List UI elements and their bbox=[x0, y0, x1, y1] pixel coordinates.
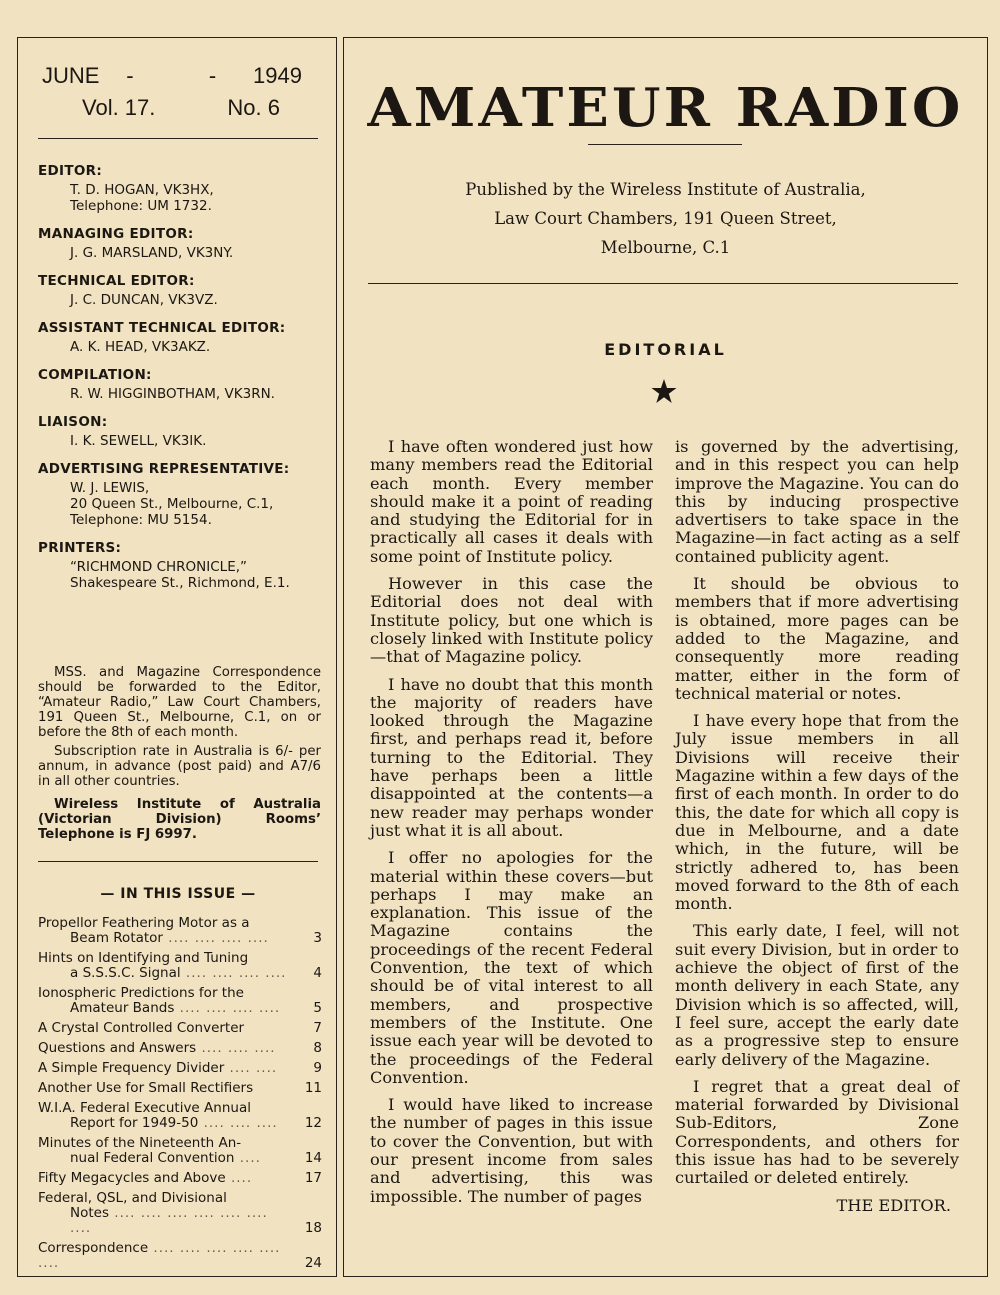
editorial-paragraph: I have no doubt that this month the majority of readers have looked through the Magazine first, and perhaps read it, before turning to the Editorial. They have perhaps been a little disappointed at the contents—a new reader may perhaps wonder just what it is all about. bbox=[370, 674, 653, 840]
contents-item-title bbox=[38, 1061, 300, 1076]
publisher-line: Melbourne, C.1 bbox=[600, 238, 731, 257]
staff-line: J. G. MARSLAND, VK3NY. bbox=[70, 245, 234, 261]
contents-item-text: Federal, QSL, and Divisional bbox=[38, 1190, 227, 1206]
contents-item-text: Another Use for Small Rectifiers bbox=[38, 1080, 254, 1096]
contents-item-line bbox=[38, 1171, 292, 1186]
contents-page-number: 14 bbox=[304, 1150, 322, 1166]
contents-page-number: 5 bbox=[313, 1000, 322, 1016]
contents-item-title bbox=[38, 986, 300, 1016]
contents-page-number: 9 bbox=[313, 1060, 322, 1076]
contents-item-line bbox=[38, 951, 292, 966]
contents-item-text: nual Federal Convention bbox=[70, 1150, 235, 1166]
issue-date-separator: - - bbox=[126, 63, 217, 88]
contents-item-title bbox=[38, 1101, 300, 1131]
contents-item-line bbox=[38, 1206, 292, 1236]
editorial-paragraph: is governed by the advertising, and in this respect you can help improve the Magazine. You can do this by inducing prospective advertisers to take space in the Magazine—in fact acting as a self contained publicity agent. bbox=[675, 437, 959, 566]
staff-role: TECHNICAL EDITOR: bbox=[38, 273, 195, 289]
staff-person bbox=[38, 339, 328, 355]
editorial-paragraph: I regret that a great deal of material forwarded by Divisional Sub-Editors, Zone Correspondents, and others for this issue has had to be severely curtailed or deleted entirely. bbox=[675, 1076, 959, 1188]
editorial-column-1 bbox=[370, 438, 653, 1206]
staff-line: R. W. HIGGINBOTHAM, VK3RN. bbox=[70, 386, 275, 402]
contents-item-title bbox=[38, 1136, 300, 1166]
issue-year: 1949 bbox=[253, 63, 302, 88]
contents-item-text: Propellor Feathering Motor as a bbox=[38, 915, 250, 931]
publisher-line: Published by the Wireless Institute of Australia, bbox=[465, 180, 866, 199]
mss-notice: MSS. and Magazine Correspondence should be forwarded to the Editor, “Amateur Radio,” Law Court Chambers, 191 Queen St., Melbourne, C.1, on or before the 8th of each month. bbox=[38, 665, 321, 740]
leader-dots: .... .... .... bbox=[196, 1040, 276, 1056]
staff-line: J. C. DUNCAN, VK3VZ. bbox=[70, 292, 218, 308]
contents-item bbox=[38, 916, 322, 946]
staff-person bbox=[38, 559, 328, 591]
leader-dots: .... .... bbox=[224, 1060, 278, 1076]
staff-line: Telephone: MU 5154. bbox=[70, 512, 212, 528]
contents-item-line bbox=[38, 1061, 292, 1076]
contents-page-number: 4 bbox=[313, 965, 322, 981]
publisher-line: Law Court Chambers, 191 Queen Street, bbox=[494, 209, 837, 228]
contents-item-title bbox=[38, 1041, 300, 1056]
contents-page-number: 18 bbox=[304, 1220, 322, 1236]
contents-item-text: A Simple Frequency Divider bbox=[38, 1060, 225, 1076]
contents-item-text: Ionospheric Predictions for the bbox=[38, 985, 244, 1001]
issue-volume: Vol. 17. bbox=[82, 95, 156, 120]
contents-page-number: 7 bbox=[313, 1020, 322, 1036]
staff-list bbox=[38, 163, 328, 591]
contents-item-line bbox=[38, 1041, 292, 1056]
issue-info bbox=[42, 60, 302, 124]
contents-item-line bbox=[38, 986, 292, 1001]
staff-line: I. K. SEWELL, VK3IK. bbox=[70, 433, 207, 449]
contents-item bbox=[38, 951, 322, 981]
staff-person bbox=[38, 480, 328, 528]
contents-item-title bbox=[38, 916, 300, 946]
contents-item bbox=[38, 986, 322, 1016]
wia-rooms-notice: Wireless Institute of Australia (Victorian Division) Rooms’ Telephone is FJ 6997. bbox=[38, 797, 321, 842]
contents-item-text: A Crystal Controlled Converter bbox=[38, 1020, 245, 1036]
contents-title: — IN THIS ISSUE — bbox=[100, 886, 256, 902]
contents-item bbox=[38, 1136, 322, 1166]
divider bbox=[588, 144, 742, 145]
leader-dots: .... bbox=[225, 1170, 253, 1186]
publisher-info bbox=[368, 175, 963, 262]
staff-person bbox=[38, 292, 328, 308]
contents-item bbox=[38, 1101, 322, 1131]
subscription-notice: Subscription rate in Australia is 6/- per annum, in advance (post paid) and A7/6 in all other countries. bbox=[38, 744, 321, 789]
masthead-title: AMATEUR RADIO bbox=[367, 77, 964, 139]
contents-item-text: Report for 1949-50 bbox=[70, 1115, 199, 1131]
staff-line: Telephone: UM 1732. bbox=[70, 198, 212, 214]
editorial-signoff: THE EDITOR. bbox=[836, 1195, 951, 1215]
staff-person bbox=[38, 182, 328, 214]
contents-item bbox=[38, 1081, 322, 1096]
contents-list bbox=[38, 916, 322, 1276]
contents-page-number: 8 bbox=[313, 1040, 322, 1056]
editorial-paragraph: I would have liked to increase the number of pages in this issue to cover the Convention, but with our present income from sales and advertising, this was impossible. The number of pages bbox=[370, 1095, 653, 1206]
contents-item bbox=[38, 1191, 322, 1236]
contents-item bbox=[38, 1021, 322, 1036]
issue-number: No. 6 bbox=[227, 95, 280, 120]
staff-line: W. J. LEWIS, bbox=[70, 480, 150, 496]
contents-item bbox=[38, 1041, 322, 1056]
contents-page-number: 17 bbox=[304, 1170, 322, 1186]
contents-page-number: 3 bbox=[313, 930, 322, 946]
contents-item-title bbox=[38, 1171, 300, 1186]
contents-page-number: 24 bbox=[304, 1255, 322, 1271]
contents-item-line bbox=[38, 1151, 292, 1166]
staff-role: PRINTERS: bbox=[38, 540, 122, 556]
editorial-paragraph: It should be obvious to members that if more advertising is obtained, more pages can be added to the Magazine, and consequently more reading matter, either in the form of technical material or notes. bbox=[675, 574, 959, 703]
staff-line: T. D. HOGAN, VK3HX, bbox=[70, 182, 214, 198]
contents-item-text: Fifty Megacycles and Above bbox=[38, 1170, 226, 1186]
contents-item bbox=[38, 1171, 322, 1186]
staff-role: ASSISTANT TECHNICAL EDITOR: bbox=[38, 320, 286, 336]
contents-item-text: Correspondence bbox=[38, 1240, 149, 1256]
contents-item-line bbox=[38, 1136, 292, 1151]
contents-item-text: Notes bbox=[70, 1205, 109, 1221]
leader-dots: .... .... .... .... .... .... .... bbox=[70, 1205, 268, 1236]
contents-item-line bbox=[38, 1021, 292, 1036]
editorial-paragraph: However in this case the Editorial does not deal with Institute policy, but one which is closely linked with Institute policy—that of Magazine policy. bbox=[370, 574, 653, 667]
contents-item-text: Hints on Identifying and Tuning bbox=[38, 950, 249, 966]
contents-item bbox=[38, 1061, 322, 1076]
contents-item-text: Beam Rotator bbox=[70, 930, 163, 946]
contents-item-line bbox=[38, 1191, 292, 1206]
divider bbox=[38, 861, 318, 862]
staff-role: ADVERTISING REPRESENTATIVE: bbox=[38, 461, 290, 477]
staff-person bbox=[38, 386, 328, 402]
divider bbox=[368, 283, 958, 284]
staff-person bbox=[38, 433, 328, 449]
contents-item-title bbox=[38, 1081, 300, 1096]
contents-page-number: 11 bbox=[304, 1080, 322, 1096]
staff-role: MANAGING EDITOR: bbox=[38, 226, 194, 242]
contents-item-line bbox=[38, 916, 292, 931]
editorial-paragraph: I offer no apologies for the material within these covers—but perhaps I may make an explanation. This issue of the Magazine contains the proceedings of the recent Federal Convention, the text of which should be of vital interest to all members, and prospective members of the Institute. One issue each year will be devoted to the proceedings of the Federal Convention. bbox=[370, 848, 653, 1087]
contents-page-number: 12 bbox=[304, 1115, 322, 1131]
contents-item-title bbox=[38, 1021, 300, 1036]
leader-dots: .... .... .... bbox=[198, 1115, 278, 1131]
issue-month: JUNE bbox=[42, 63, 100, 88]
staff-role: EDITOR: bbox=[38, 163, 103, 179]
star-icon bbox=[651, 378, 677, 404]
contents-item-text: a S.S.S.C. Signal bbox=[70, 965, 181, 981]
editorial-paragraph: This early date, I feel, will not suit every Division, but in order to achieve the object of first of the month delivery in each State, any Division which is so affected, will, I feel sure, accept the early date as a progressive step to ensure early delivery of the Magazine. bbox=[675, 921, 959, 1069]
contents-item bbox=[38, 1241, 322, 1271]
staff-role: COMPILATION: bbox=[38, 367, 152, 383]
contents-item-line bbox=[38, 1001, 292, 1016]
contents-item-title bbox=[38, 1191, 300, 1236]
contents-item-text: Minutes of the Nineteenth An- bbox=[38, 1135, 242, 1151]
editorial-paragraph: I have often wondered just how many members read the Editorial each month. Every member should make it a point of reading and studying the Editorial for in practically all cases it deals with some point of Institute policy. bbox=[370, 437, 653, 566]
contents-item-text: Amateur Bands bbox=[70, 1000, 175, 1016]
contents-item-line bbox=[38, 1241, 292, 1271]
staff-person bbox=[38, 245, 328, 261]
contents-item-line bbox=[38, 1081, 292, 1096]
contents-item-title bbox=[38, 1241, 300, 1271]
leader-dots: .... .... .... .... bbox=[162, 930, 269, 946]
contents-item-line bbox=[38, 931, 292, 946]
contents-item-line bbox=[38, 1116, 292, 1131]
staff-line: “RICHMOND CHRONICLE,” bbox=[70, 559, 248, 575]
divider bbox=[38, 138, 318, 139]
editorial-paragraph: I have every hope that from the July issue members in all Divisions will receive their Magazine within a few days of the first of each month. In order to do this, the date for which all copy is due in Melbourne, and a date which, in the future, will be strictly adhered to, has been moved forward to the 8th of each month. bbox=[675, 711, 959, 914]
staff-line: A. K. HEAD, VK3AKZ. bbox=[70, 339, 211, 355]
contents-item-line bbox=[38, 966, 292, 981]
staff-line: 20 Queen St., Melbourne, C.1, bbox=[70, 496, 274, 512]
contents-item-title bbox=[38, 951, 300, 981]
contents-item-text: Questions and Answers bbox=[38, 1040, 197, 1056]
staff-line: Shakespeare St., Richmond, E.1. bbox=[70, 575, 290, 591]
leader-dots: .... bbox=[234, 1150, 261, 1166]
contents-item-text: W.I.A. Federal Executive Annual bbox=[38, 1100, 251, 1116]
leader-dots: .... .... .... .... .... .... bbox=[38, 1240, 281, 1271]
staff-role: LIAISON: bbox=[38, 414, 108, 430]
editorial-column-2 bbox=[675, 438, 959, 1224]
leader-dots: .... .... .... .... bbox=[174, 1000, 281, 1016]
contents-item-line bbox=[38, 1101, 292, 1116]
leader-dots: .... .... .... .... bbox=[180, 965, 287, 981]
editorial-heading: EDITORIAL bbox=[604, 340, 727, 359]
